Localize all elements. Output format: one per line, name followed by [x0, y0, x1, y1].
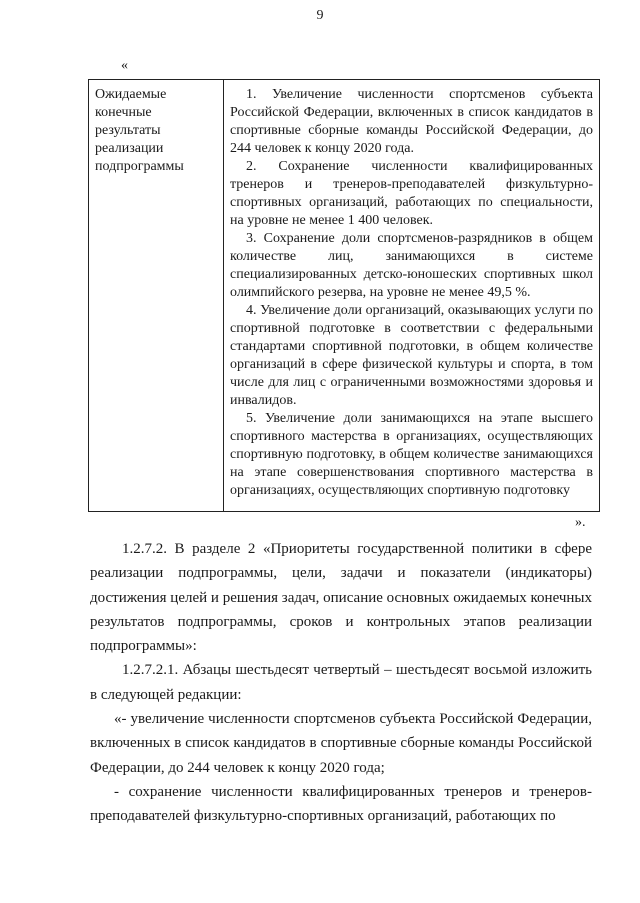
document-body: [90, 537, 592, 829]
closing-quote-mark: ».: [575, 515, 586, 530]
result-item-3: 3. Сохранение доли спортсменов-разрядников в общем количестве лиц, занимающихся в системе специализированных детско-юношеских спортивных школ олимпийского резерва, на уровне не менее 49,5 %.: [230, 231, 593, 300]
expected-results-table: [88, 79, 600, 512]
result-item-4: 4. Увеличение доли организаций, оказывающих услуги по спортивной подготовке в соответствии с федеральными стандартами спортивной подготовки, в общем количестве организаций в сфере физической культуры и спорта, в том числе для лиц с ограниченными возможностями здоровья и инвалидов.: [230, 303, 593, 408]
result-item-5: 5. Увеличение доли занимающихся на этапе высшего спортивного мастерства в организациях, осуществляющих спортивную подготовку, в общем количестве занимающихся на этапе совершенствования спортивного мастерства в организациях, осуществляющих спортивную подготовку: [230, 411, 593, 498]
result-item-2: 2. Сохранение численности квалифицированных тренеров и тренеров-преподавателей физкультурно-спортивных организаций, работающих по специальности, на уровне не менее 1 400 человек.: [230, 159, 593, 228]
bullet-item-athletes: «- увеличение численности спортсменов субъекта Российской Федерации, включенных в список кандидатов в спортивные сборные команды Российской Федерации, до 244 человек к концу 2020 года;: [90, 711, 592, 776]
row-label: Ожидаемые конечные результаты реализации подпрограммы: [95, 87, 184, 174]
result-item-1: 1. Увеличение численности спортсменов субъекта Российской Федерации, включенных в список кандидатов в спортивные сборные команды Российской Федерации, до 244 человек к концу 2020 года.: [230, 87, 593, 156]
opening-quote-mark: «: [121, 58, 128, 73]
paragraph-section-1-2-7-2: 1.2.7.2. В разделе 2 «Приоритеты государственной политики в сфере реализации подпрограммы, цели, задачи и показатели (индикаторы) достижения целей и решения задач, описание основных ожидаемых конечных результатов подпрограммы, сроков и контрольных этапов реализации подпрограммы»:: [90, 541, 592, 655]
page-number: 9: [316, 8, 324, 23]
paragraph-section-1-2-7-2-1: 1.2.7.2.1. Абзацы шестьдесят четвертый – шестьдесят восьмой изложить в следующей редакции:: [90, 662, 592, 703]
label-cell: [89, 80, 224, 512]
results-cell: [224, 80, 600, 512]
bullet-item-coaches: - сохранение численности квалифицированных тренеров и тренеров-преподавателей физкультурно-спортивных организаций, работающих по: [90, 783, 592, 825]
table-row: [89, 80, 600, 512]
